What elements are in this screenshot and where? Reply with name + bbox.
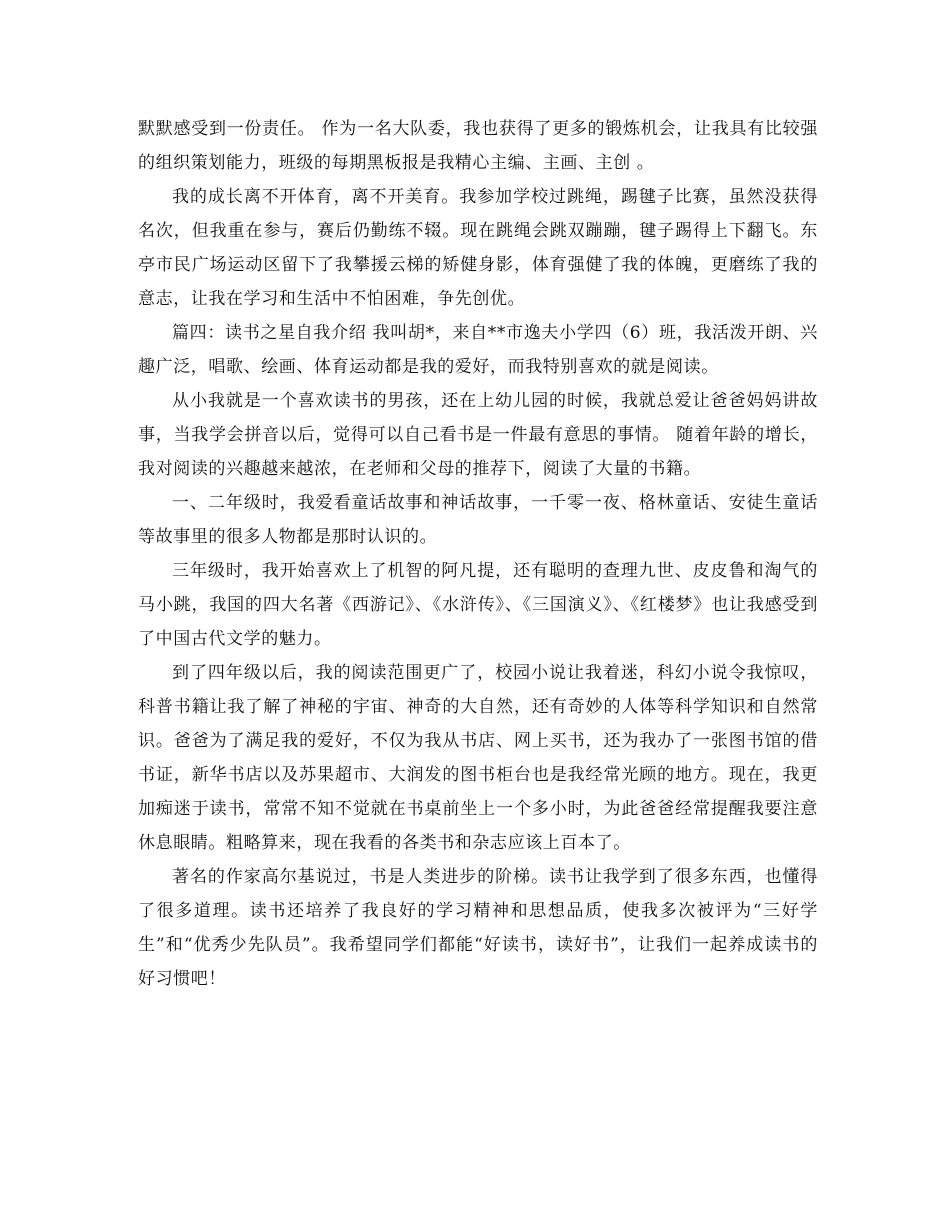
paragraph-5: 一、二年级时，我爱看童话故事和神话故事，一千零一夜、格林童话、安徒生童话等故事里的很多人物都是那时认识的。 [138,493,818,547]
paragraph-8: 著名的作家高尔基说过，书是人类进步的阶梯。读书让我学到了很多东西，也懂得了很多道理。读书还培养了我良好的学习精神和思想品质，使我多次被评为“三好学生”和“优秀少先队员”。我希望同学们都能“好读书，读好书”，让我们一起养成读书的好习惯吧！ [138,867,818,989]
paragraph-7: 到了四年级以后，我的阅读范围更广了，校园小说让我着迷，科幻小说令我惊叹，科普书籍让我了解了神秘的宇宙、神奇的大自然，还有奇妙的人体等科学知识和自然常识。爸爸为了满足我的爱好，不仅为我从书店、网上买书，还为我办了一张图书馆的借书证，新华书店以及苏果超市、大润发的图书柜台也是我经常光顾的地方。现在，我更加痴迷于读书，常常不知不觉就在书桌前坐上一个多小时，为此爸爸经常提醒我要注意休息眼睛。粗略算来，现在我看的各类书和杂志应该上百本了。 [138,663,818,853]
paragraph-4: 从小我就是一个喜欢读书的男孩，还在上幼儿园的时候，我就总爱让爸爸妈妈讲故事，当我学会拼音以后，觉得可以自己看书是一件最有意思的事情。 随着年龄的增长，我对阅读的兴趣越来越浓，在老师和父母的推荐下，阅读了大量的书籍。 [138,391,818,479]
paragraph-3: 篇四：读书之星自我介绍 我叫胡*，来自**市逸夫小学四（6）班，我活泼开朗、兴趣广泛，唱歌、绘画、体育运动都是我的爱好，而我特别喜欢的就是阅读。 [138,323,818,377]
paragraph-6: 三年级时，我开始喜欢上了机智的阿凡提，还有聪明的查理九世、皮皮鲁和淘气的马小跳，我国的四大名著《西游记》、《水浒传》、《三国演义》、《红楼梦》也让我感受到了中国古代文学的魅力。 [138,561,818,649]
paragraph-1: 默默感受到一份责任。 作为一名大队委，我也获得了更多的锻炼机会，让我具有比较强的组织策划能力，班级的每期黑板报是我精心主编、主画、主创 。 [138,119,818,173]
paragraph-2: 我的成长离不开体育，离不开美育。我参加学校过跳绳，踢毽子比赛，虽然没获得名次，但我重在参与，赛后仍勤练不辍。现在跳绳会跳双蹦蹦，毽子踢得上下翻飞。东亭市民广场运动区留下了我攀援云梯的矫健身影，体育强健了我的体魄，更磨练了我的意志，让我在学习和生活中不怕困难，争先创优。 [138,187,818,309]
document-page [138,112,818,996]
